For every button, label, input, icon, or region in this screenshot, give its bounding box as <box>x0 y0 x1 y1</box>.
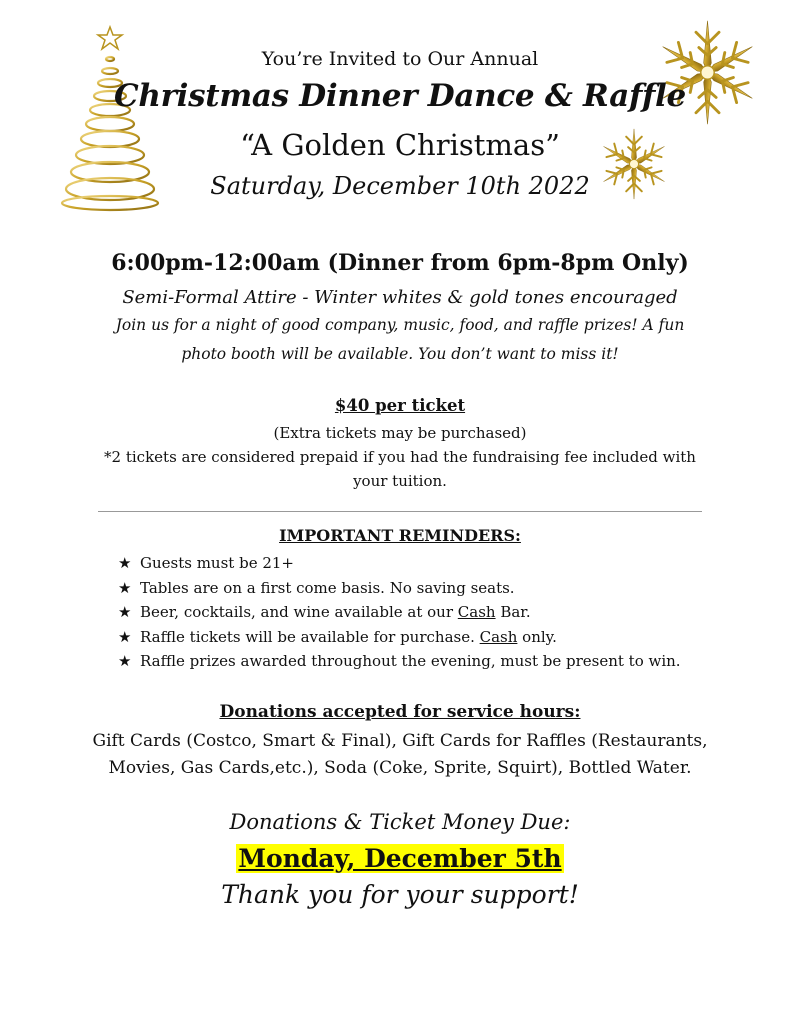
event-date: Saturday, December 10th 2022 <box>210 172 590 200</box>
list-item: ★ Tables are on a first come basis. No saving seats. <box>118 576 681 601</box>
description-line-2: photo booth will be available. You don’t want to miss it! <box>181 345 619 363</box>
star-icon: ★ <box>118 652 132 670</box>
event-theme: “A Golden Christmas” <box>240 128 560 162</box>
due-date <box>0 844 800 873</box>
list-item: ★ Raffle prizes awarded throughout the evening, must be present to win. <box>118 649 681 674</box>
reminders-list <box>118 551 681 674</box>
due-date-highlight: Monday, December 5th <box>238 844 562 873</box>
attire-note: Semi-Formal Attire - Winter whites & gold tones encouraged <box>122 287 678 308</box>
list-item: ★ Guests must be 21+ <box>118 551 681 576</box>
divider <box>98 511 702 512</box>
prepaid-note-line-1: *2 tickets are considered prepaid if you had the fundraising fee included with <box>104 448 696 466</box>
star-icon: ★ <box>118 627 132 646</box>
star-icon: ★ <box>118 554 132 572</box>
prepaid-note-line-2: your tuition. <box>353 472 447 490</box>
invitation-line: You’re Invited to Our Annual <box>261 48 539 70</box>
extra-tickets-note: (Extra tickets may be purchased) <box>273 424 527 442</box>
star-icon: ★ <box>118 578 132 597</box>
donations-line-2: Movies, Gas Cards,etc.), Soda (Coke, Sprite, Squirt), Bottled Water. <box>108 758 692 778</box>
description-line-1: Join us for a night of good company, music, food, and raffle prizes! A fun <box>115 316 685 334</box>
reminders-title: IMPORTANT REMINDERS: <box>279 526 521 545</box>
donations-line-1: Gift Cards (Costco, Smart & Final), Gift Cards for Raffles (Restaurants, <box>92 731 708 751</box>
list-item: ★ Beer, cocktails, and wine available at our Cash Bar. <box>118 600 681 625</box>
thank-you-note: Thank you for your support! <box>221 880 579 909</box>
list-item: ★ Raffle tickets will be available for purchase. Cash only. <box>118 625 681 650</box>
event-time: 6:00pm-12:00am (Dinner from 6pm-8pm Only) <box>111 250 689 276</box>
donations-title: Donations accepted for service hours: <box>219 702 581 722</box>
star-icon: ★ <box>118 603 132 621</box>
event-title: Christmas Dinner Dance & Raffle <box>114 78 686 114</box>
ticket-price: $40 per ticket <box>334 396 466 415</box>
due-label: Donations & Ticket Money Due: <box>229 810 571 834</box>
